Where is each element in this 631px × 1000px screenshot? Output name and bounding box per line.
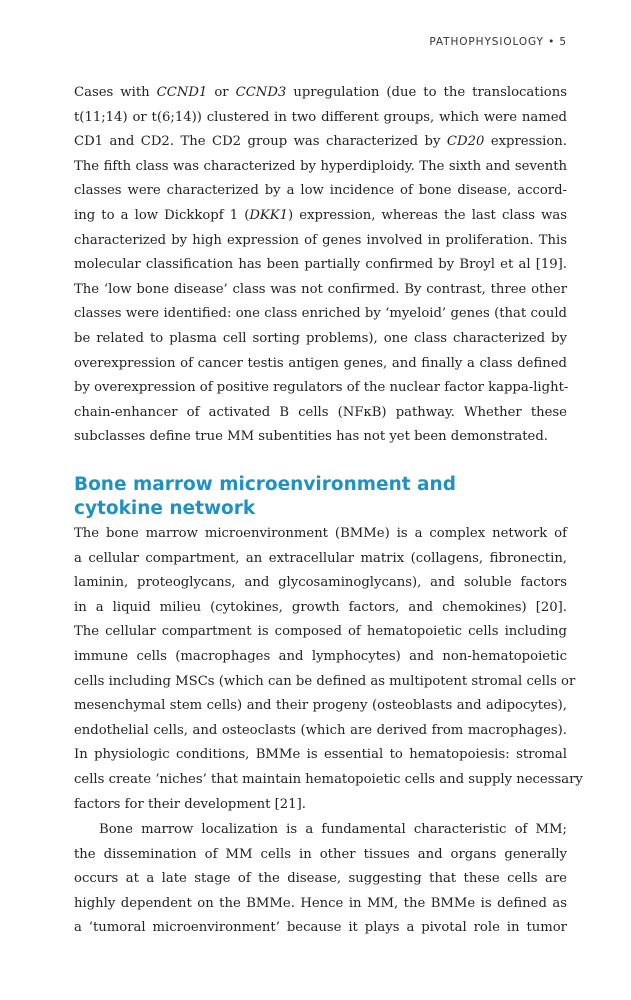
- text-line: a ‘tumoral microenvironment’ because it plays a pivotal role in tumor: [74, 920, 567, 936]
- text-line: characterized by high expression of genes involved in proliferation. This: [74, 232, 567, 248]
- text-line: the dissemination of MM cells in other tissues and organs generally: [74, 846, 567, 862]
- text-line: mesenchymal stem cells) and their progeny (osteoblasts and adipocytes),: [74, 698, 567, 714]
- text-line: t(11;14) or t(6;14)) clustered in two different groups, which were named: [74, 109, 567, 125]
- text-line: in a liquid milieu (cytokines, growth factors, and chemokines) [20].: [74, 599, 567, 615]
- text-line: molecular classification has been partially confirmed by Broyl et al [19].: [74, 257, 567, 273]
- paragraph-bmme-definition: [74, 522, 583, 817]
- text-line: highly dependent on the BMMe. Hence in MM, the BMMe is defined as: [74, 895, 567, 911]
- text-line: The ‘low bone disease’ class was not confirmed. By contrast, three other: [74, 281, 567, 297]
- text-line: The cellular compartment is composed of hematopoietic cells including: [74, 624, 567, 640]
- text-line: chain-enhancer of activated B cells (NFκB) pathway. Whether these: [74, 404, 567, 420]
- text-line: subclasses define true MM subentities has not yet been demonstrated.: [74, 429, 548, 445]
- text-line: occurs at a late stage of the disease, suggesting that these cells are: [74, 871, 567, 887]
- section-heading-line: cytokine network: [74, 498, 256, 519]
- text-line: overexpression of cancer testis antigen genes, and finally a class defined: [74, 355, 567, 371]
- text-line: CD1 and CD2. The CD2 group was characterized by CD20 expression.: [74, 134, 567, 150]
- running-head: PATHOPHYSIOLOGY • 5: [429, 36, 567, 48]
- gene-name: DKK1: [249, 207, 289, 223]
- text-line: Cases with CCND1 or CCND3 upregulation (due to the translocations: [74, 85, 567, 100]
- text-line: The bone marrow microenvironment (BMMe) is a complex network of: [74, 526, 567, 541]
- text-line: cells create ‘niches’ that maintain hematopoietic cells and supply necessary: [74, 771, 583, 787]
- text-line: endothelial cells, and osteoclasts (which are derived from macrophages).: [74, 722, 567, 738]
- text-line: Bone marrow localization is a fundamental characteristic of MM;: [99, 822, 567, 837]
- paragraph-bone-marrow-localization: [74, 818, 567, 941]
- text-line: classes were characterized by a low incidence of bone disease, accord-: [74, 183, 567, 199]
- section-heading-line: Bone marrow microenvironment and: [74, 474, 456, 495]
- text-line: In physiologic conditions, BMMe is essential to hematopoiesis: stromal: [74, 747, 567, 763]
- text-line: classes were identified: one class enriched by ‘myeloid’ genes (that could: [74, 306, 567, 322]
- gene-name: CD20: [446, 134, 485, 150]
- text-line: cells including MSCs (which can be defined as multipotent stromal cells or: [74, 673, 576, 689]
- paragraph-gene-expression-classes: [74, 81, 567, 450]
- text-line: factors for their development [21].: [74, 796, 306, 812]
- text-line: a cellular compartment, an extracellular matrix (collagens, fibronectin,: [74, 550, 567, 566]
- text-line: by overexpression of positive regulators of the nuclear factor kappa-light-: [74, 380, 569, 396]
- text-line: laminin, proteoglycans, and glycosaminoglycans), and soluble factors: [74, 575, 567, 591]
- text-line: immune cells (macrophages and lymphocytes) and non-hematopoietic: [74, 648, 567, 664]
- text-line: The fifth class was characterized by hyperdiploidy. The sixth and seventh: [74, 158, 567, 174]
- section-heading: [74, 473, 567, 521]
- text-line: ing to a low Dickkopf 1 (DKK1) expression, whereas the last class was: [74, 207, 567, 223]
- text-line: be related to plasma cell sorting problems), one class characterized by: [74, 330, 567, 346]
- gene-name: CCND1: [156, 85, 208, 100]
- gene-name: CCND3: [235, 85, 287, 100]
